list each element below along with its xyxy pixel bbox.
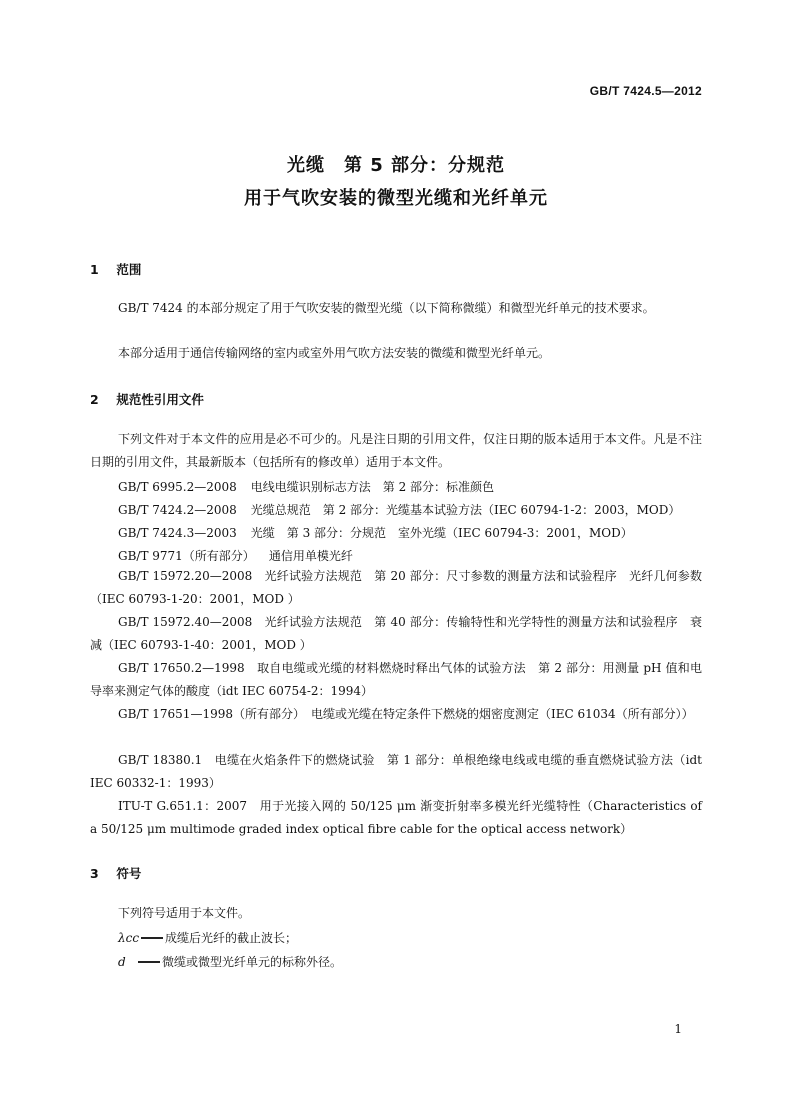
section-title: 范围: [116, 262, 142, 277]
reference-title: 光缆总规范 第 2 部分：光缆基本试验方法（IEC 60794-1-2：2003，MOD）: [250, 503, 681, 517]
section-number: 1: [90, 262, 99, 277]
page-number: 1: [674, 1022, 682, 1036]
reference-entry-long: GB/T 18380.1 电缆在火焰条件下的燃烧试验 第 1 部分：单根绝缘电线或电缆的垂直燃烧试验方法（idt IEC 60332-1：1993）: [90, 753, 702, 790]
reference-entry-long: GB/T 17650.2—1998 取自电缆或光缆的材料燃烧时释出气体的试验方法 第 2 部分：用测量 pH 值和电导率来测定气体的酸度（idt IEC 60754-2：1994）: [90, 661, 702, 698]
reference-entry: [118, 547, 353, 564]
reference-title: 通信用单模光纤: [268, 549, 353, 563]
reference-entry: [118, 478, 494, 495]
symbol: d: [118, 955, 126, 969]
scope-paragraph-1: GB/T 7424 的本部分规定了用于气吹安装的微型光缆（以下简称微缆）和微型光纤单元的技术要求。: [118, 301, 655, 315]
reference-entry: [118, 524, 633, 541]
section-title: 规范性引用文件: [116, 392, 204, 407]
section-1-heading: [90, 260, 141, 278]
document-title-line2: 用于气吹安装的微型光缆和光纤单元: [244, 188, 548, 209]
document-title-line1: 光缆 第 5 部分：分规范: [286, 155, 506, 176]
em-dash: [141, 937, 163, 939]
reference-code: GB/T 7424.2—2008: [118, 503, 237, 517]
reference-entry: [118, 501, 680, 518]
section-3-heading: [90, 864, 141, 882]
symbol-description: 微缆或微型光纤单元的标称外径。: [162, 955, 343, 969]
reference-code: GB/T 7424.3—2003: [118, 526, 237, 540]
symbols-intro: 下列符号适用于本文件。: [118, 906, 251, 920]
reference-code: GB/T 6995.2—2008: [118, 480, 237, 494]
reference-title: 电线电缆识别标志方法 第 2 部分：标准颜色: [250, 480, 495, 494]
reference-entry-long: GB/T 17651—1998（所有部分） 电缆或光缆在特定条件下燃烧的烟密度测定（IEC 61034（所有部分））: [118, 707, 694, 721]
scope-paragraph-2: 本部分适用于通信传输网络的室内或室外用气吹方法安装的微缆和微型光纤单元。: [118, 346, 551, 360]
symbol-definition: [118, 953, 342, 970]
reference-entry-long: GB/T 15972.40—2008 光纤试验方法规范 第 40 部分：传输特性和光学特性的测量方法和试验程序 衰减（IEC 60793-1-40：2001，MOD ）: [90, 615, 702, 652]
symbol-description: 成缆后光纤的截止波长；: [165, 931, 298, 945]
section-number: 2: [90, 392, 99, 407]
section-title: 符号: [116, 866, 142, 881]
symbol-definition: [118, 929, 297, 946]
section-2-heading: [90, 390, 204, 408]
standard-code: GB/T 7424.5—2012: [589, 84, 702, 98]
symbol: λcc: [118, 931, 140, 945]
em-dash: [138, 961, 160, 963]
reference-entry-long: ITU-T G.651.1：2007 用于光接入网的 50/125 μm 渐变折射率多模光纤光缆特性（Characteristics of a 50/125 μm multimode graded index optical fibre cable for the optical access network）: [90, 799, 702, 836]
reference-entry-long: GB/T 15972.20—2008 光纤试验方法规范 第 20 部分：尺寸参数的测量方法和试验程序 光纤几何参数（IEC 60793-1-20：2001，MOD ）: [90, 569, 702, 606]
reference-title: 光缆 第 3 部分：分规范 室外光缆（IEC 60794-3：2001，MOD）: [250, 526, 633, 540]
section-number: 3: [90, 866, 99, 881]
references-intro: 下列文件对于本文件的应用是必不可少的。凡是注日期的引用文件，仅注日期的版本适用于本文件。凡是不注日期的引用文件，其最新版本（包括所有的修改单）适用于本文件。: [90, 432, 702, 469]
reference-code: GB/T 9771（所有部分）: [118, 549, 255, 563]
